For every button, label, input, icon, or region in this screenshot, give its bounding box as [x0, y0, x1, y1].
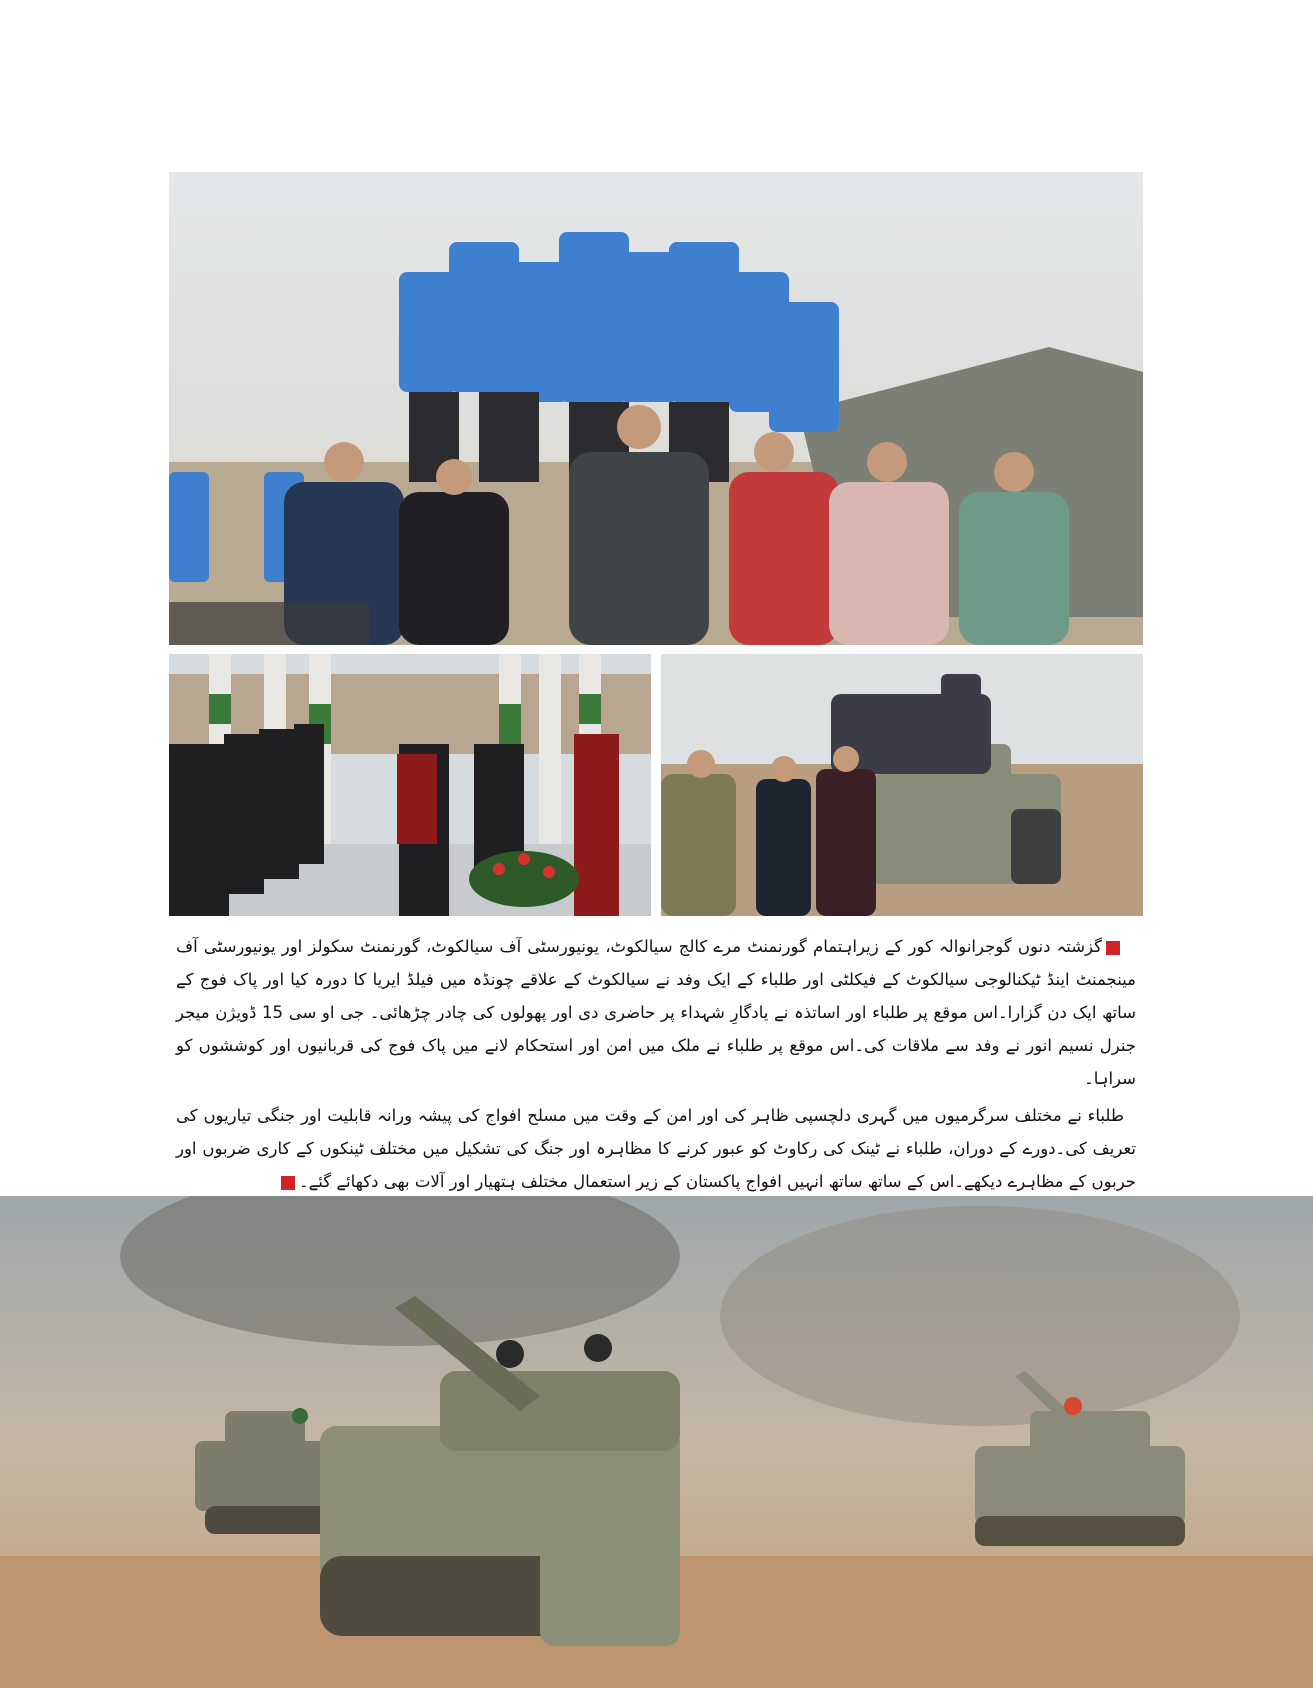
article-body [176, 930, 1136, 1202]
group-photo-students-on-tank [169, 172, 1143, 645]
start-bullet [1106, 941, 1120, 955]
paragraph-1-text: گزشتہ دنوں گوجرانوالہ کور کے زیراہتمام گورنمنٹ مرے کالج سیالکوٹ، یونیورسٹی آف سیالکوٹ، گورنمنٹ سکولز اور یونیورسٹی آف مینجمنٹ اینڈ ٹیکنالوجی سیالکوٹ کے فیکلٹی اور طلباء کے ایک وفد نے سیالکوٹ کے علاقے چونڈہ میں فیلڈ ایریا کا دورہ کیا اور پاک فوج کے ساتھ ایک دن گزارا۔اس موقع پر طلباء اور اساتذہ نے یادگارِ شہداء پر حاضری دی اور پھولوں کی چادر چڑھائی۔ جی او سی 15 ڈویژن میجر جنرل نسیم انور نے وفد سے ملاقات کی۔اس موقع پر طلباء نے ملک میں امن اور استحکام لانے میں پاک فوج کی قربانیوں اور کوششوں کو سراہا۔ [176, 937, 1136, 1088]
article-paragraph [176, 930, 1136, 1095]
tank-demonstration-photo [0, 1196, 1313, 1688]
end-bullet [281, 1176, 295, 1190]
tank-visit-photo [661, 654, 1143, 916]
memorial-wreath-photo [169, 654, 651, 916]
article-paragraph [176, 1099, 1136, 1198]
paragraph-2-text: طلباء نے مختلف سرگرمیوں میں گہری دلچسپی ظاہر کی اور امن کے وقت میں مسلح افواج کی پیشہ ورانہ قابلیت اور جنگی تیاریوں کی تعریف کی۔دورے کے دوران، طلباء نے ٹینک کی رکاوٹ کو عبور کرنے کا مظاہرہ اور جنگ کی تشکیل میں مختلف ٹینکوں کے کاری ضربوں اور حربوں کے مظاہرے دیکھے۔اس کے ساتھ ساتھ انہیں افواج پاکستان کے زیر استعمال مختلف ہتھیار اور آلات بھی دکھائے گئے۔ [176, 1106, 1136, 1191]
